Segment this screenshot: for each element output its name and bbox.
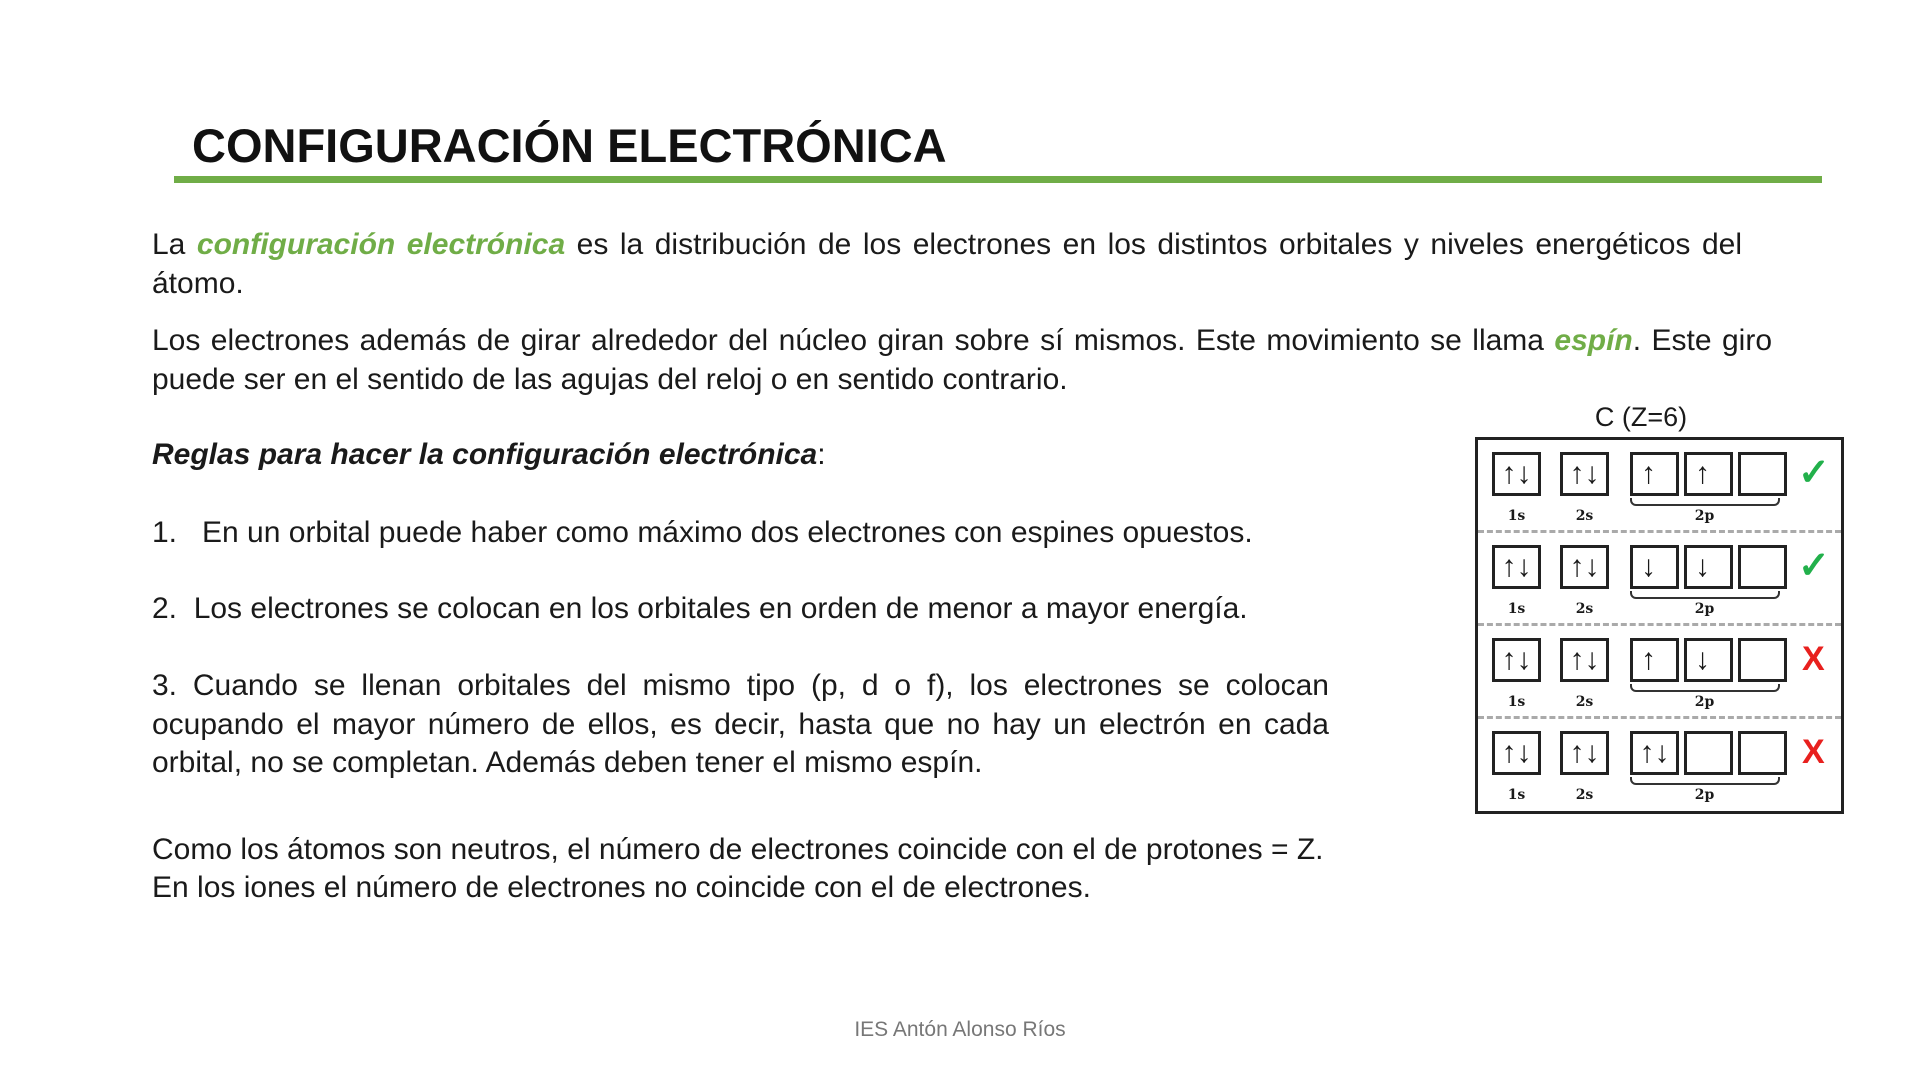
orbital-box (1738, 731, 1787, 775)
orbital-box (1684, 731, 1733, 775)
orbital-box (1738, 638, 1787, 682)
text: es la distribución de los electrones en los distintos orbitales y niveles energéticos del átomo. (152, 228, 1742, 300)
orbital-diagram (1475, 437, 1844, 814)
diagram-label: C (Z=6) (1594, 402, 1688, 432)
text: . Este giro puede ser en el sentido de las agujas del reloj o en sentido contrario. (152, 324, 1773, 396)
check-icon: ✓ (1798, 452, 1830, 494)
orbital-box: ↑↓ (1560, 452, 1609, 496)
orbital-box: ↓ (1684, 545, 1733, 589)
text: Los electrones además de girar alrededor del núcleo giran sobre sí mismos. Este movimiento se llama (152, 324, 1555, 357)
rule-3: 3. Cuando se llenan orbitales del mismo tipo (p, d o f), los electrones se colocan ocupando el mayor número de ellos, es decir, hasta que no hay un electrón en cada orbital, no se completan. Además deben tener el mismo espín. (152, 669, 1329, 779)
highlight-term: configuración electrónica (196, 228, 566, 261)
orbital-label: 2p (1694, 694, 1715, 710)
orbital-label: 2s (1575, 694, 1594, 710)
orbital-label: 1s (1507, 787, 1526, 803)
orbital-box: ↓ (1630, 545, 1679, 589)
text: : (817, 438, 826, 471)
orbital-box (1738, 452, 1787, 496)
orbital-box: ↑↓ (1560, 731, 1609, 775)
check-icon: ✓ (1798, 545, 1830, 587)
page-title: CONFIGURACIÓN ELECTRÓNICA (192, 119, 947, 172)
orbital-box: ↑↓ (1492, 452, 1541, 496)
footer: IES Antón Alonso Ríos (854, 1018, 1066, 1041)
definition-paragraph (152, 226, 1742, 303)
spin-paragraph (152, 322, 1772, 399)
orbital-label: 1s (1507, 601, 1526, 617)
cross-icon: X (1802, 640, 1825, 678)
text: Reglas para hacer la configuración electrónica (152, 438, 818, 471)
brace-2p (1630, 498, 1780, 506)
brace-2p (1630, 777, 1780, 785)
orbital-box: ↑ (1630, 638, 1679, 682)
orbital-row (1478, 440, 1841, 533)
orbital-box: ↑↓ (1492, 545, 1541, 589)
brace-2p (1630, 684, 1780, 692)
brace-2p (1630, 591, 1780, 599)
text: La (152, 228, 197, 261)
rules-heading (152, 436, 826, 475)
orbital-box: ↑↓ (1630, 731, 1679, 775)
rule-2: 2. Los electrones se colocan en los orbitales en orden de menor a mayor energía. (152, 592, 1248, 625)
orbital-box: ↑ (1630, 452, 1679, 496)
orbital-label: 2s (1575, 508, 1594, 524)
orbital-row (1478, 626, 1841, 719)
orbital-box: ↓ (1684, 638, 1733, 682)
orbital-label: 1s (1507, 694, 1526, 710)
orbital-box (1738, 545, 1787, 589)
closing-line-2: En los iones el número de electrones no coincide con el de electrones. (152, 871, 1091, 904)
orbital-label: 2s (1575, 601, 1594, 617)
orbital-box: ↑ (1684, 452, 1733, 496)
orbital-box: ↑↓ (1492, 731, 1541, 775)
orbital-row (1478, 533, 1841, 626)
cross-icon: X (1802, 733, 1825, 771)
highlight-term: espín (1554, 324, 1633, 357)
orbital-box: ↑↓ (1560, 638, 1609, 682)
orbital-label: 1s (1507, 508, 1526, 524)
orbital-box: ↑↓ (1560, 545, 1609, 589)
closing-line-1: Como los átomos son neutros, el número de electrones coincide con el de protones = Z. (152, 833, 1324, 866)
orbital-label: 2p (1694, 508, 1715, 524)
orbital-label: 2p (1694, 787, 1715, 803)
orbital-row (1478, 719, 1841, 812)
rule-1: 1. En un orbital puede haber como máximo dos electrones con espines opuestos. (152, 516, 1253, 549)
title-underline (174, 176, 1822, 183)
orbital-box: ↑↓ (1492, 638, 1541, 682)
orbital-label: 2p (1694, 601, 1715, 617)
orbital-label: 2s (1575, 787, 1594, 803)
